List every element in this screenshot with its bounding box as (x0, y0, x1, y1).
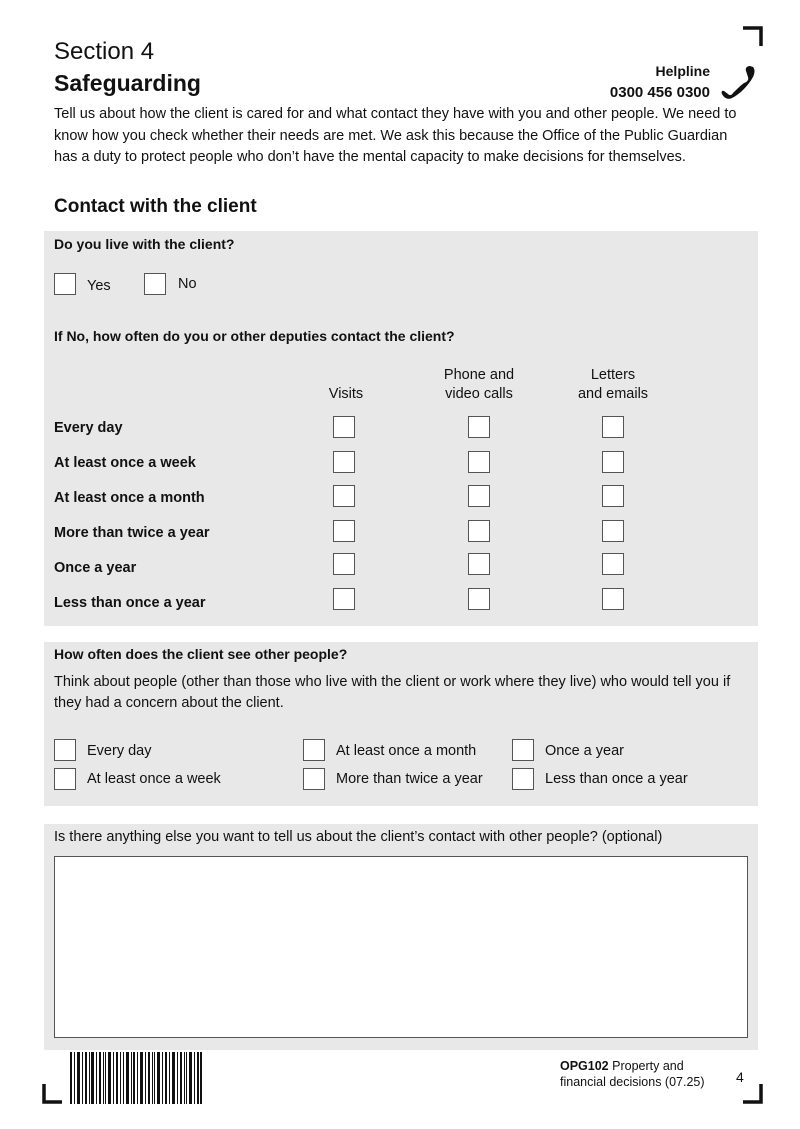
contact-frequency-question: If No, how often do you or other deputies contact the client? (54, 328, 455, 344)
weekly-phone-checkbox[interactable] (468, 451, 490, 473)
row-label-once-a-month: At least once a month (54, 490, 205, 506)
column-header-letters-emails: Letters and emails (577, 367, 649, 402)
see-yearly-checkbox[interactable] (512, 739, 534, 761)
page-title: Safeguarding (54, 70, 201, 96)
every-day-letters-checkbox[interactable] (602, 416, 624, 438)
row-label-less-than-yearly: Less than once a year (54, 595, 206, 611)
barcode-icon (70, 1052, 202, 1104)
see-twice-year-checkbox[interactable] (303, 768, 325, 790)
twice-year-phone-checkbox[interactable] (468, 520, 490, 542)
less-yearly-phone-checkbox[interactable] (468, 588, 490, 610)
column-header-phone-video: Phone and video calls (443, 367, 515, 402)
see-twice-year-label: More than twice a year (336, 771, 483, 787)
twice-year-visits-checkbox[interactable] (333, 520, 355, 542)
see-less-yearly-checkbox[interactable] (512, 768, 534, 790)
page-number: 4 (736, 1069, 744, 1085)
live-with-yes-label: Yes (87, 278, 111, 294)
form-name-line2: financial decisions (07.25) (560, 1075, 705, 1089)
see-monthly-label: At least once a month (336, 743, 477, 759)
intro-text: Tell us about how the client is cared for and what contact they have with you and other people. We need to know how you check whether their needs are met. We ask this because the Office of the Public Guardian has a duty to protect people who don’t have the mental capacity to make decisions for themselves. (54, 106, 737, 165)
row-label-twice-a-year: More than twice a year (54, 525, 210, 541)
row-label-once-a-week: At least once a week (54, 455, 196, 471)
corner-mark-top-right-icon (743, 26, 763, 46)
anything-else-textarea[interactable] (54, 856, 748, 1038)
form-reference (560, 1058, 705, 1090)
row-label-every-day: Every day (54, 420, 123, 436)
phone-icon (720, 62, 760, 102)
every-day-phone-checkbox[interactable] (468, 416, 490, 438)
form-code: OPG102 (560, 1059, 609, 1073)
see-every-day-checkbox[interactable] (54, 739, 76, 761)
yearly-visits-checkbox[interactable] (333, 553, 355, 575)
weekly-letters-checkbox[interactable] (602, 451, 624, 473)
see-every-day-label: Every day (87, 743, 152, 759)
monthly-letters-checkbox[interactable] (602, 485, 624, 507)
section-number: Section 4 (54, 38, 155, 65)
see-others-hint: Think about people (other than those who live with the client or work where they live) who would tell you if they had a concern about the client. (54, 674, 731, 711)
anything-else-question: Is there anything else you want to tell us about the client’s contact with other people? (optional) (54, 829, 663, 845)
column-header-visits: Visits (328, 386, 364, 402)
row-label-once-a-year: Once a year (54, 560, 137, 576)
live-with-no-label: No (178, 276, 197, 292)
contact-heading: Contact with the client (54, 196, 257, 217)
helpline-number: 0300 456 0300 (609, 84, 710, 101)
see-less-yearly-label: Less than once a year (545, 771, 688, 787)
live-with-no-checkbox[interactable] (144, 273, 166, 295)
see-others-question: How often does the client see other people? (54, 646, 348, 662)
every-day-visits-checkbox[interactable] (333, 416, 355, 438)
corner-mark-bottom-right-icon (743, 1084, 763, 1104)
monthly-visits-checkbox[interactable] (333, 485, 355, 507)
yearly-phone-checkbox[interactable] (468, 553, 490, 575)
see-yearly-label: Once a year (545, 743, 624, 759)
weekly-visits-checkbox[interactable] (333, 451, 355, 473)
monthly-phone-checkbox[interactable] (468, 485, 490, 507)
corner-mark-bottom-left-icon (42, 1084, 62, 1104)
live-with-question: Do you live with the client? (54, 236, 235, 252)
helpline-label: Helpline (655, 63, 710, 79)
twice-year-letters-checkbox[interactable] (602, 520, 624, 542)
live-with-yes-checkbox[interactable] (54, 273, 76, 295)
yearly-letters-checkbox[interactable] (602, 553, 624, 575)
less-yearly-letters-checkbox[interactable] (602, 588, 624, 610)
form-name-line1: Property and (608, 1059, 684, 1073)
see-monthly-checkbox[interactable] (303, 739, 325, 761)
see-weekly-checkbox[interactable] (54, 768, 76, 790)
see-weekly-label: At least once a week (87, 771, 221, 787)
less-yearly-visits-checkbox[interactable] (333, 588, 355, 610)
